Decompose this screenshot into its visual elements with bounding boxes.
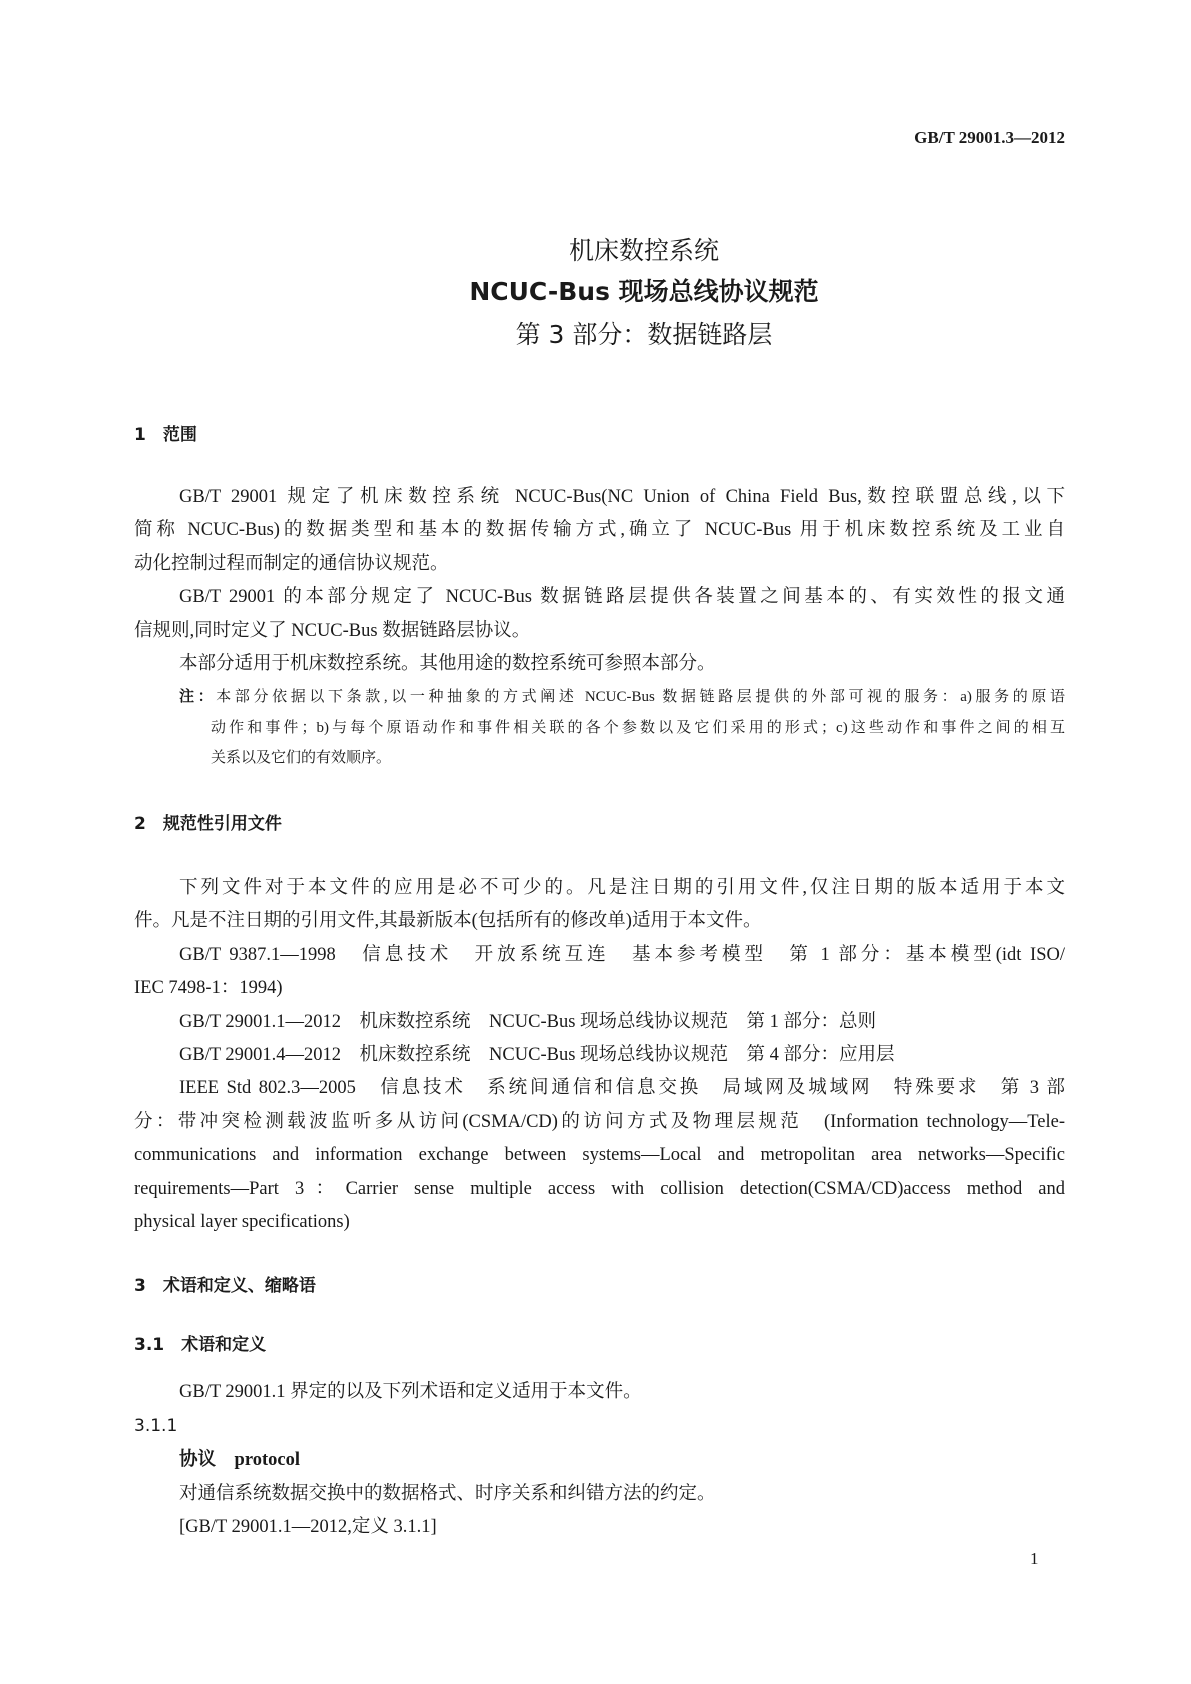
document-body — [134, 418, 1065, 1544]
note-line: 本部分依据以下条款,以一种抽象的方式阐述 NCUC-Bus 数据链路层提供的外部可视的服务：a)服务的原语 — [216, 689, 1065, 706]
term-english: protocol — [234, 1450, 300, 1471]
paragraph-line: 简称 NCUC-Bus)的数据类型和基本的数据传输方式,确立了 NCUC-Bus 用于机床数控系统及工业自 — [134, 520, 1065, 541]
reference-line: GB/T 29001.1—2012 机床数控系统 NCUC-Bus 现场总线协议规范 第 1 部分：总则 — [179, 1011, 877, 1032]
term-entry — [179, 1443, 1065, 1477]
reference-line: GB/T 9387.1—1998 信息技术 开放系统互连 基本参考模型 第 1 部分：基本模型(idt ISO/ — [179, 944, 1065, 965]
paragraph-line: GB/T 29001 的本部分规定了 NCUC-Bus 数据链路层提供各装置之间基本的、有实效性的报文通 — [179, 587, 1065, 608]
reference-line: physical layer specifications) — [134, 1212, 350, 1232]
term-chinese: 协议 — [179, 1449, 217, 1471]
document-title-line1: 机床数控系统 — [568, 236, 719, 265]
subsection-heading-terms-definitions: 3.1 术语和定义 — [134, 1335, 267, 1356]
note-label: 注： — [179, 687, 217, 706]
reference-line: 分：带冲突检测载波监听多从访问(CSMA/CD)的访问方式及物理层规范 (Information technology—Tele- — [134, 1111, 1065, 1132]
term-source: [GB/T 29001.1—2012,定义 3.1.1] — [179, 1517, 437, 1538]
paragraph-line: 件。凡是不注日期的引用文件,其最新版本(包括所有的修改单)适用于本文件。 — [134, 911, 762, 932]
paragraph-line: 动化控制过程而制定的通信协议规范。 — [134, 553, 449, 574]
paragraph-line: GB/T 29001 规定了机床数控系统 NCUC-Bus(NC Union of China Field Bus,数控联盟总线,以下 — [179, 487, 1065, 507]
section-heading-normative-references: 2 规范性引用文件 — [134, 813, 282, 834]
note — [179, 681, 1065, 713]
note-line: 关系以及它们的有效顺序。 — [211, 750, 392, 767]
reference-line: requirements—Part 3：Carrier sense multiple access with collision detection(CSMA/CD)access method and — [134, 1178, 1065, 1199]
standard-number: GB/T 29001.3—2012 — [914, 128, 1065, 147]
note-line: 动作和事件；b)与每个原语动作和事件相关联的各个参数以及它们采用的形式；c)这些动作和事件之间的相互 — [211, 719, 1065, 736]
section-heading-terms: 3 术语和定义、缩略语 — [134, 1276, 316, 1297]
document-title-line3: 第 3 部分：数据链路层 — [515, 320, 773, 349]
term-definition: 对通信系统数据交换中的数据格式、时序关系和纠错方法的约定。 — [179, 1483, 716, 1504]
reference-line: IEC 7498-1：1994) — [134, 978, 283, 999]
reference-line: communications and information exchange between systems—Local and metropolitan area networks—Specific — [134, 1145, 1065, 1166]
reference-line: GB/T 29001.4—2012 机床数控系统 NCUC-Bus 现场总线协议规范 第 4 部分：应用层 — [179, 1044, 895, 1065]
paragraph-line: 本部分适用于机床数控系统。其他用途的数控系统可参照本部分。 — [179, 654, 716, 675]
section-heading-scope: 1 范围 — [134, 425, 197, 445]
reference-line: IEEE Std 802.3—2005 信息技术 系统间通信和信息交换 局域网及城域网 特殊要求 第 3 部 — [179, 1078, 1065, 1099]
document-title-line2: NCUC-Bus 现场总线协议规范 — [469, 277, 819, 306]
paragraph-line: GB/T 29001.1 界定的以及下列术语和定义适用于本文件。 — [179, 1382, 642, 1403]
paragraph-line: 下列文件对于本文件的应用是必不可少的。凡是注日期的引用文件,仅注日期的版本适用于本文 — [179, 877, 1065, 898]
term-number: 3.1.1 — [134, 1415, 178, 1436]
paragraph-line: 信规则,同时定义了 NCUC-Bus 数据链路层协议。 — [134, 620, 531, 641]
page-number: 1 — [1030, 1549, 1039, 1568]
